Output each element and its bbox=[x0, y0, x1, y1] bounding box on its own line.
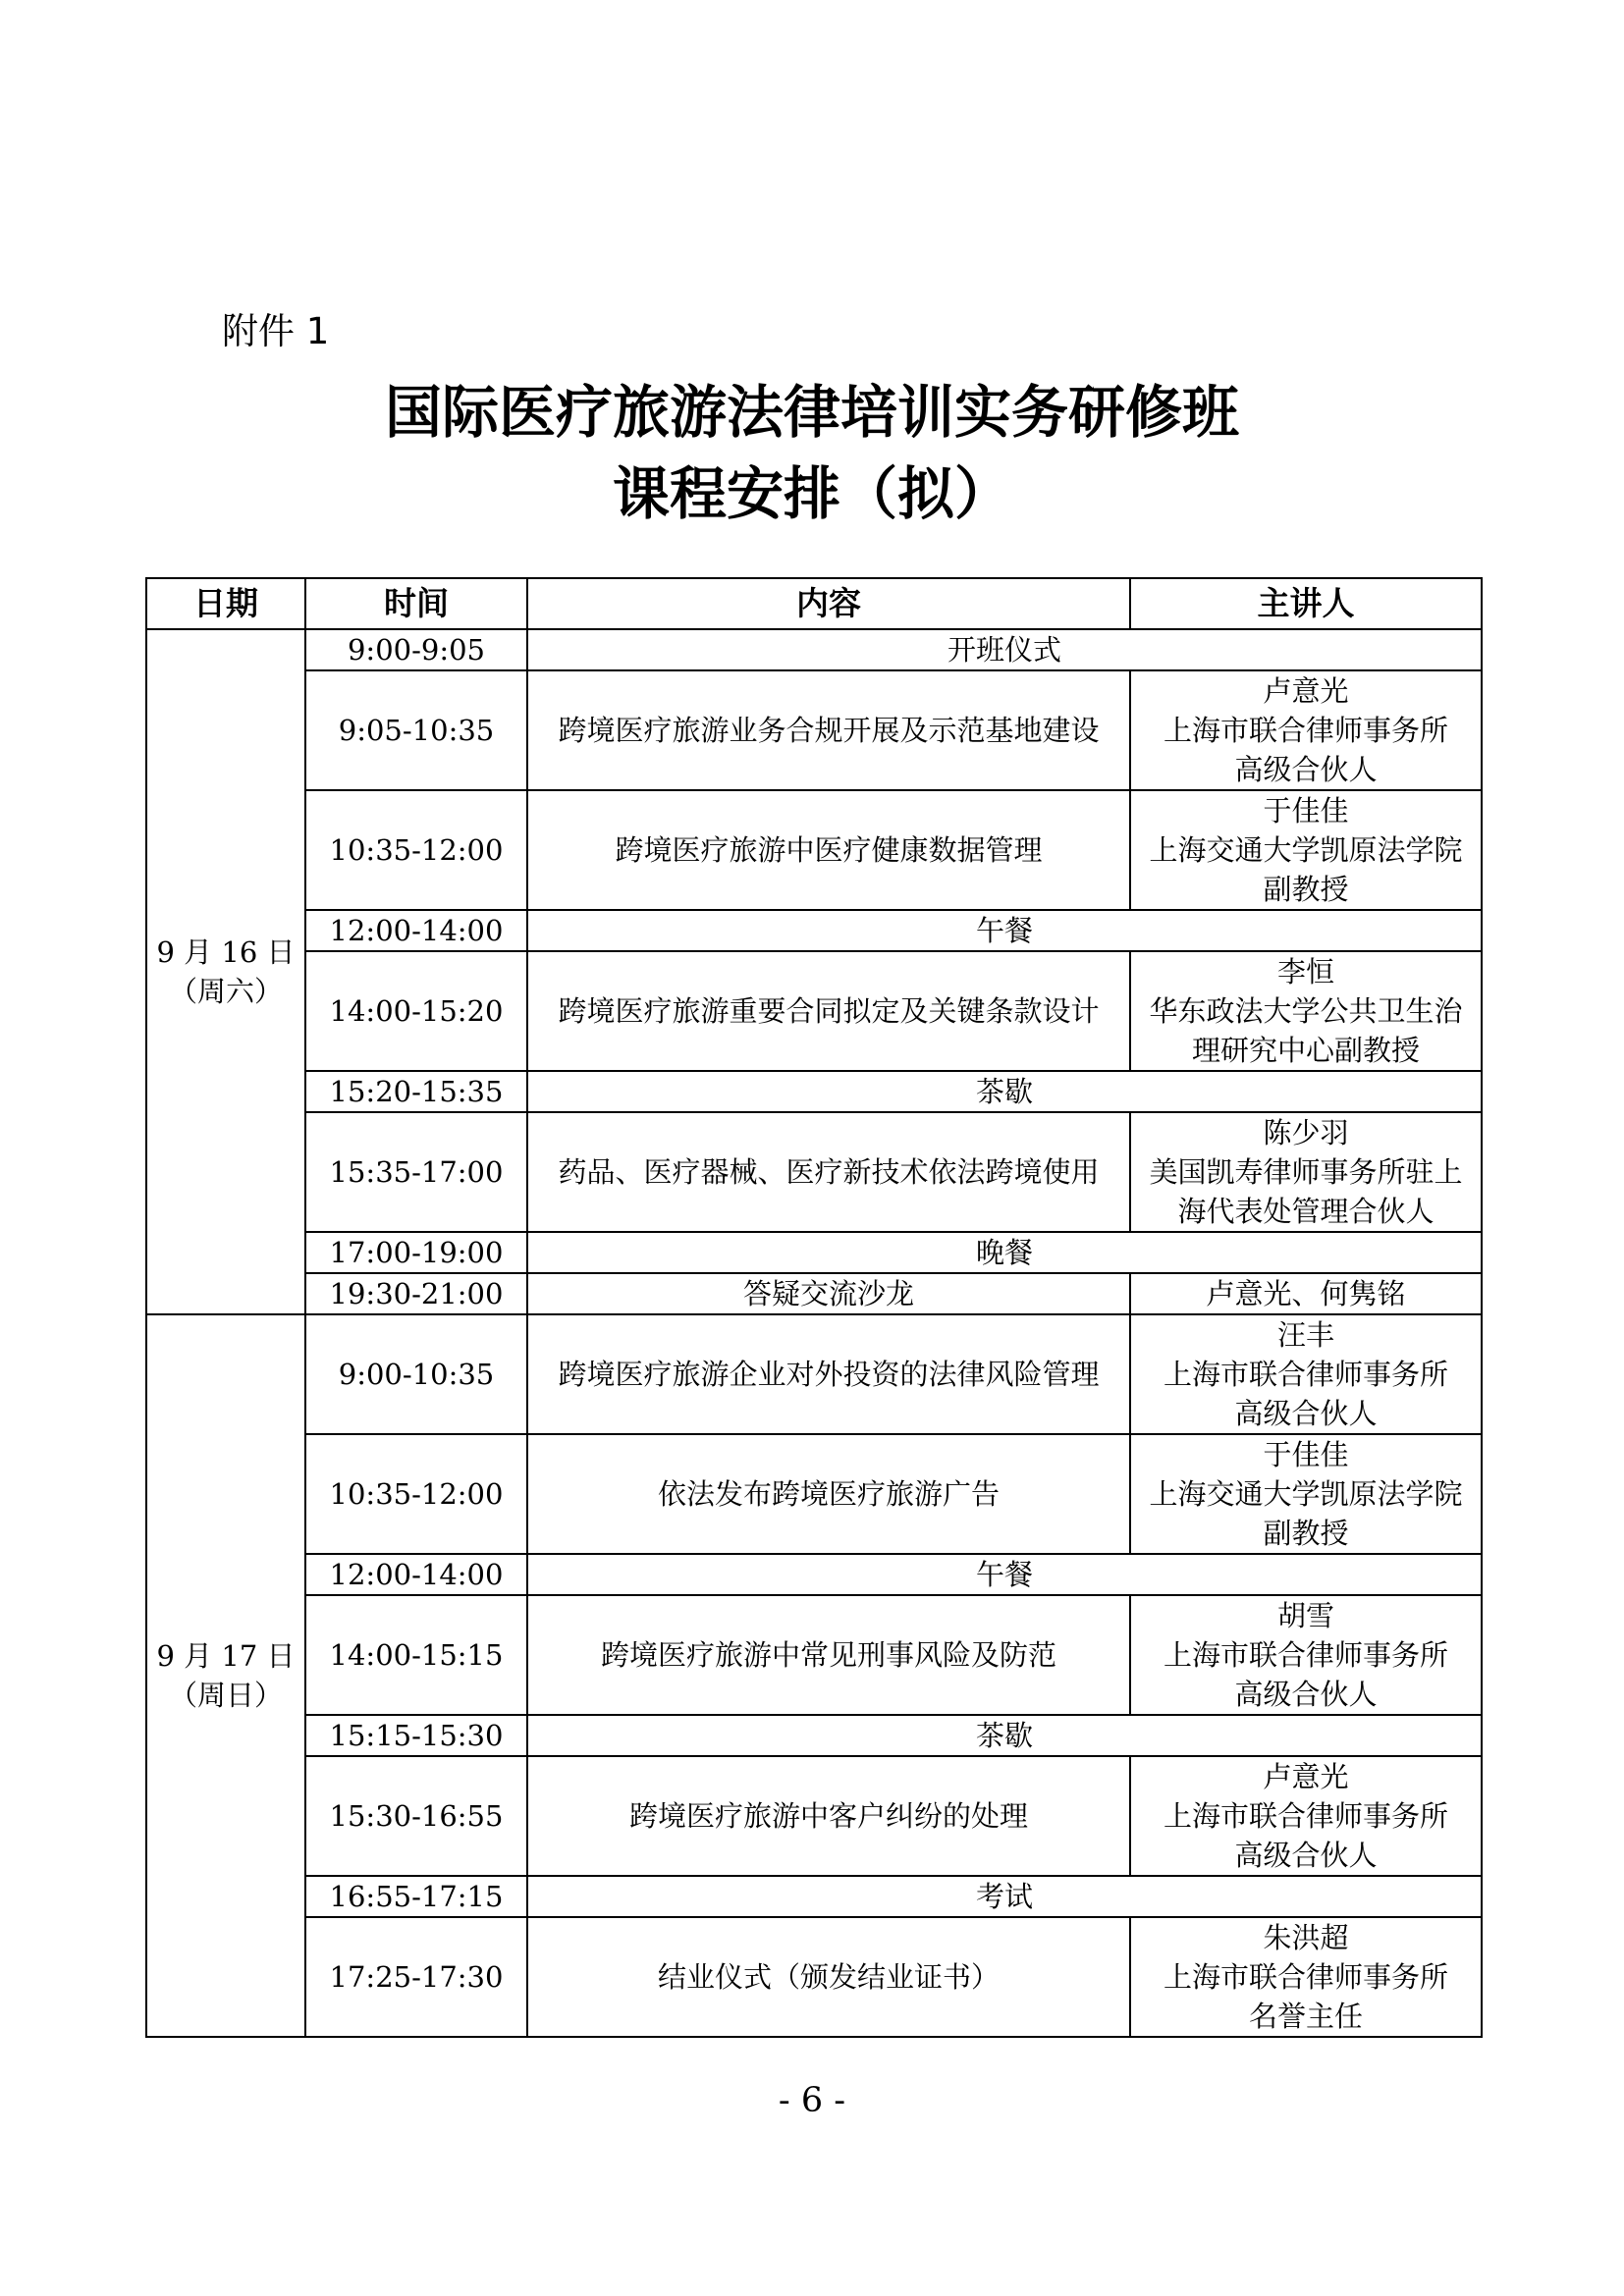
speaker-line: 上海市联合律师事务所 bbox=[1163, 1960, 1448, 1994]
table-row bbox=[146, 1232, 1482, 1273]
speaker-line: 上海市联合律师事务所 bbox=[1163, 714, 1448, 747]
speaker-line: 华东政法大学公共卫生治 bbox=[1149, 994, 1463, 1028]
document-title: 国际医疗旅游法律培训实务研修班 bbox=[384, 379, 1239, 446]
time-cell: 15:20-15:35 bbox=[305, 1071, 527, 1112]
content-cell: 结业仪式（颁发结业证书） bbox=[527, 1917, 1130, 2037]
speaker-line: 汪丰 bbox=[1276, 1318, 1334, 1352]
time-cell: 14:00-15:15 bbox=[305, 1595, 527, 1715]
speaker-line: 上海市联合律师事务所 bbox=[1163, 1638, 1448, 1672]
speaker-line: 高级合伙人 bbox=[1234, 1678, 1378, 1711]
speaker-line: 上海交通大学凯原法学院 bbox=[1149, 1477, 1463, 1511]
speaker-line: 于佳佳 bbox=[1263, 1438, 1349, 1471]
table-row bbox=[146, 1314, 1482, 1434]
schedule-body bbox=[146, 629, 1482, 2037]
speaker-line: 副教授 bbox=[1263, 873, 1349, 906]
header-date: 日期 bbox=[146, 578, 305, 629]
speaker-cell bbox=[1130, 1273, 1482, 1314]
time-cell: 12:00-14:00 bbox=[305, 910, 527, 951]
speaker-line: 朱洪超 bbox=[1263, 1921, 1349, 1954]
date-text: 9 月 16 日 bbox=[156, 935, 296, 969]
content-cell: 跨境医疗旅游中客户纠纷的处理 bbox=[527, 1756, 1130, 1876]
table-row bbox=[146, 629, 1482, 670]
speaker-cell bbox=[1130, 790, 1482, 910]
table-header-row bbox=[146, 578, 1482, 629]
speaker-cell bbox=[1130, 1112, 1482, 1232]
header-time: 时间 bbox=[305, 578, 527, 629]
speaker-cell bbox=[1130, 1434, 1482, 1554]
speaker-line: 名誉主任 bbox=[1248, 2000, 1363, 2033]
speaker-line: 海代表处管理合伙人 bbox=[1177, 1195, 1435, 1228]
event-cell: 考试 bbox=[527, 1876, 1482, 1917]
table-row bbox=[146, 670, 1482, 790]
speaker-cell bbox=[1130, 670, 1482, 790]
time-cell: 15:15-15:30 bbox=[305, 1715, 527, 1756]
date-text: 9 月 17 日 bbox=[156, 1639, 296, 1673]
speaker-line: 高级合伙人 bbox=[1234, 1839, 1378, 1872]
event-cell: 午餐 bbox=[527, 910, 1482, 951]
speaker-line: 于佳佳 bbox=[1263, 794, 1349, 828]
table-row bbox=[146, 790, 1482, 910]
time-cell: 16:55-17:15 bbox=[305, 1876, 527, 1917]
event-cell: 晚餐 bbox=[527, 1232, 1482, 1273]
time-cell: 19:30-21:00 bbox=[305, 1273, 527, 1314]
event-cell: 开班仪式 bbox=[527, 629, 1482, 670]
content-cell: 跨境医疗旅游重要合同拟定及关键条款设计 bbox=[527, 951, 1130, 1071]
content-cell: 跨境医疗旅游企业对外投资的法律风险管理 bbox=[527, 1314, 1130, 1434]
page-number: - 6 - bbox=[778, 2081, 846, 2120]
header-speaker: 主讲人 bbox=[1130, 578, 1482, 629]
weekday-text: （周六） bbox=[168, 975, 283, 1008]
event-cell: 午餐 bbox=[527, 1554, 1482, 1595]
speaker-cell bbox=[1130, 1314, 1482, 1434]
speaker-line: 副教授 bbox=[1263, 1517, 1349, 1550]
time-cell: 10:35-12:00 bbox=[305, 790, 527, 910]
table-row bbox=[146, 1434, 1482, 1554]
speaker-line: 美国凯寿律师事务所驻上 bbox=[1149, 1155, 1463, 1189]
table-row bbox=[146, 1876, 1482, 1917]
speaker-line: 上海交通大学凯原法学院 bbox=[1149, 833, 1463, 867]
speaker-line: 上海市联合律师事务所 bbox=[1163, 1358, 1448, 1391]
content-cell: 跨境医疗旅游中医疗健康数据管理 bbox=[527, 790, 1130, 910]
time-cell: 15:35-17:00 bbox=[305, 1112, 527, 1232]
table-row bbox=[146, 910, 1482, 951]
table-row bbox=[146, 1112, 1482, 1232]
time-cell: 14:00-15:20 bbox=[305, 951, 527, 1071]
speaker-line: 卢意光、何隽铭 bbox=[1206, 1277, 1406, 1310]
speaker-line: 李恒 bbox=[1276, 955, 1334, 988]
content-cell: 跨境医疗旅游中常见刑事风险及防范 bbox=[527, 1595, 1130, 1715]
table-row bbox=[146, 1273, 1482, 1314]
speaker-cell bbox=[1130, 951, 1482, 1071]
speaker-cell bbox=[1130, 1917, 1482, 2037]
content-cell: 答疑交流沙龙 bbox=[527, 1273, 1130, 1314]
time-cell: 9:00-10:35 bbox=[305, 1314, 527, 1434]
table-row bbox=[146, 951, 1482, 1071]
date-cell bbox=[146, 1314, 305, 2037]
time-cell: 9:00-9:05 bbox=[305, 629, 527, 670]
time-cell: 9:05-10:35 bbox=[305, 670, 527, 790]
event-cell: 茶歇 bbox=[527, 1071, 1482, 1112]
table-row bbox=[146, 1595, 1482, 1715]
time-cell: 12:00-14:00 bbox=[305, 1554, 527, 1595]
table-row bbox=[146, 1756, 1482, 1876]
header-content: 内容 bbox=[527, 578, 1130, 629]
date-cell bbox=[146, 629, 305, 1314]
speaker-cell bbox=[1130, 1595, 1482, 1715]
document-subtitle: 课程安排（拟） bbox=[612, 460, 1011, 527]
speaker-line: 卢意光 bbox=[1263, 1760, 1349, 1793]
attachment-label: 附件 1 bbox=[222, 310, 330, 352]
weekday-text: （周日） bbox=[168, 1679, 283, 1712]
speaker-line: 上海市联合律师事务所 bbox=[1163, 1799, 1448, 1833]
speaker-cell bbox=[1130, 1756, 1482, 1876]
speaker-line: 高级合伙人 bbox=[1234, 1397, 1378, 1430]
time-cell: 10:35-12:00 bbox=[305, 1434, 527, 1554]
time-cell: 15:30-16:55 bbox=[305, 1756, 527, 1876]
content-cell: 药品、医疗器械、医疗新技术依法跨境使用 bbox=[527, 1112, 1130, 1232]
content-cell: 依法发布跨境医疗旅游广告 bbox=[527, 1434, 1130, 1554]
content-cell: 跨境医疗旅游业务合规开展及示范基地建设 bbox=[527, 670, 1130, 790]
table-row bbox=[146, 1071, 1482, 1112]
table-row bbox=[146, 1917, 1482, 2037]
schedule-table bbox=[145, 577, 1483, 2038]
table-row bbox=[146, 1554, 1482, 1595]
speaker-line: 卢意光 bbox=[1263, 674, 1349, 708]
time-cell: 17:00-19:00 bbox=[305, 1232, 527, 1273]
speaker-line: 陈少羽 bbox=[1263, 1116, 1349, 1149]
event-cell: 茶歇 bbox=[527, 1715, 1482, 1756]
time-cell: 17:25-17:30 bbox=[305, 1917, 527, 2037]
speaker-line: 理研究中心副教授 bbox=[1191, 1034, 1420, 1067]
speaker-line: 胡雪 bbox=[1276, 1599, 1334, 1632]
table-row bbox=[146, 1715, 1482, 1756]
speaker-line: 高级合伙人 bbox=[1234, 753, 1378, 786]
